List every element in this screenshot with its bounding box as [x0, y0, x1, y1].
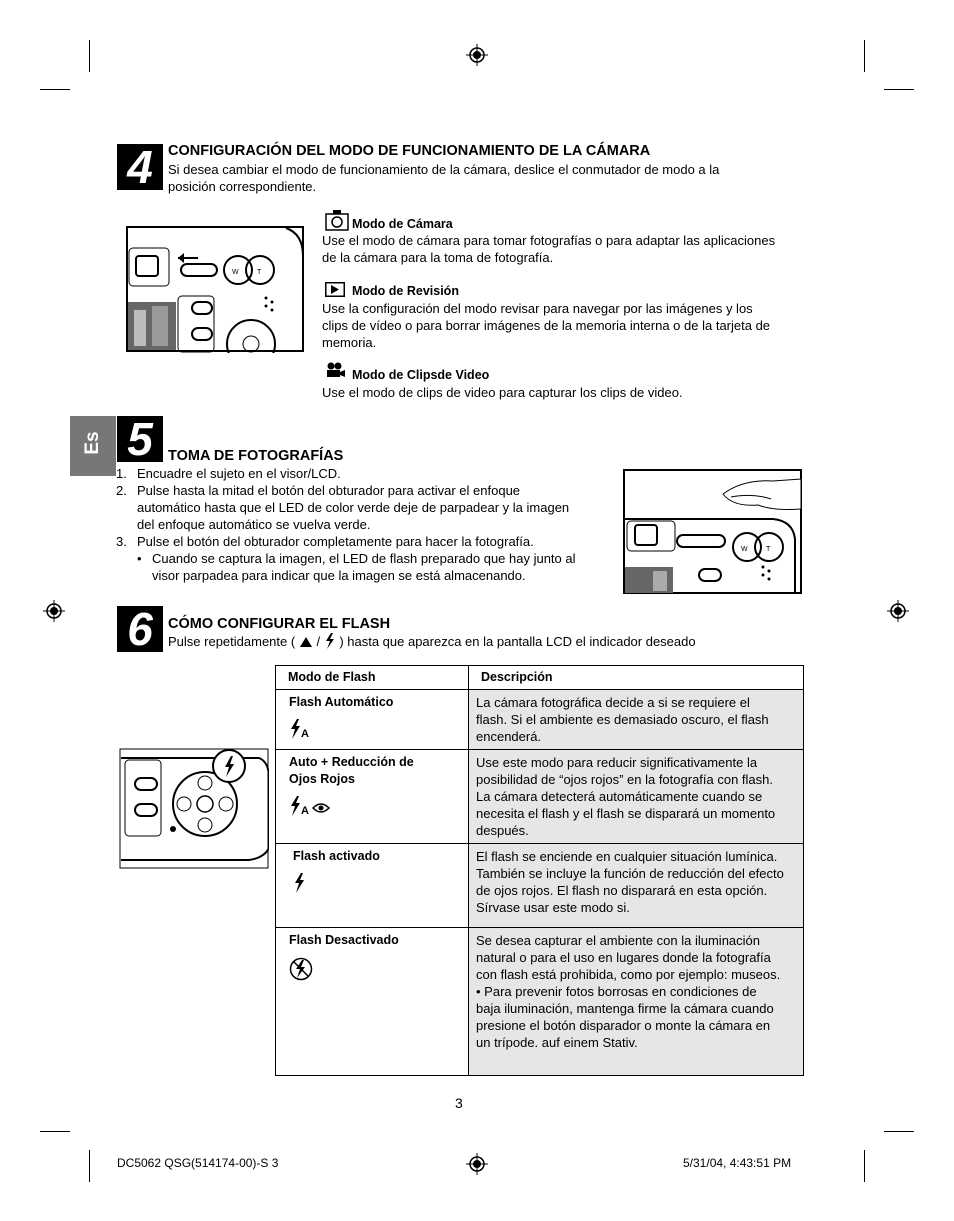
svg-text:T: T: [766, 546, 771, 553]
table-row: [276, 928, 804, 1076]
registration-mark-icon: [466, 1153, 488, 1175]
svg-text:A: A: [301, 728, 309, 739]
crop-mark: [864, 1150, 865, 1182]
section-5-title: TOMA DE FOTOGRAFÍAS: [168, 448, 344, 464]
table-row: [276, 750, 804, 844]
mode-camera-title: Modo de Cámara: [352, 217, 453, 231]
play-icon: [325, 282, 345, 297]
registration-mark-icon: [43, 600, 65, 622]
section-6-title: CÓMO CONFIGURAR EL FLASH: [168, 616, 391, 632]
flash-description-cell: El flash se enciende en cualquier situación lumínica. También se incluye la función de reducción del efecto de ojos rojos. El flash no disparará en esta opción. Sírvase usar este modo si.: [469, 844, 804, 928]
language-tab: Es: [70, 416, 116, 476]
page-number: 3: [455, 1095, 463, 1111]
flash-mode-cell: Auto + Reducción de Ojos Rojos A: [276, 750, 469, 844]
step-number-5: 5: [117, 416, 163, 462]
svg-text:W: W: [741, 546, 748, 553]
step-number-4: 4: [117, 144, 163, 190]
crop-mark: [40, 89, 70, 90]
flash-mode-cell: Flash activado: [276, 844, 469, 928]
flash-description-cell: La cámara fotográfica decide a si se requiere el flash. Si el ambiente es demasiado oscuro, el flash encenderá.: [469, 690, 804, 750]
mode-video-title: Modo de Clipsde Video: [352, 368, 490, 382]
crop-mark: [884, 89, 914, 90]
column-header-description: Descripción: [469, 666, 804, 690]
footer-left: DC5062 QSG(514174-00)-S 3: [117, 1156, 279, 1170]
flash-auto-icon: [289, 719, 313, 739]
mode-review-title: Modo de Revisión: [352, 284, 459, 298]
flash-off-icon: [289, 957, 313, 981]
video-camera-icon: [326, 362, 346, 378]
svg-text:A: A: [301, 805, 309, 816]
crop-mark: [864, 40, 865, 72]
section-6-intro: Pulse repetidamente ( / ) hasta que aparezca en la pantalla LCD el indicador deseado: [168, 634, 696, 649]
flash-auto-redeye-icon: [289, 796, 333, 816]
flash-mode-cell: Flash Desactivado: [276, 928, 469, 1076]
flash-button-illustration: [119, 748, 269, 869]
camera-icon: [325, 209, 349, 231]
footer-right: 5/31/04, 4:43:51 PM: [683, 1156, 792, 1170]
mode-video-description: Use el modo de clips de video para capturar los clips de video.: [322, 385, 683, 400]
table-header-row: [276, 666, 804, 690]
flash-description-cell: Use este modo para reducir significativamente la posibilidad de “ojos rojos” en la fotografía con flash. La cámara detecterá automáticamente cuando se necesita el flash y el flash se disparará un momento después.: [469, 750, 804, 844]
crop-mark: [40, 1131, 70, 1132]
svg-text:T: T: [257, 269, 262, 276]
crop-mark: [884, 1131, 914, 1132]
section-4-title: CONFIGURACIÓN DEL MODO DE FUNCIONAMIENTO DE LA CÁMARA: [168, 143, 651, 159]
flash-on-icon: [293, 873, 307, 893]
shutter-press-illustration: [623, 469, 802, 594]
svg-text:W: W: [232, 269, 239, 276]
column-header-mode: Modo de Flash: [276, 666, 469, 690]
mode-camera-description: Use el modo de cámara para tomar fotografías o para adaptar las aplicaciones de la cámara para la toma de fotografía.: [322, 233, 776, 265]
flash-description-cell: Se desea capturar el ambiente con la iluminación natural o para el uso en lugares donde la fotografía con flash está prohibida, como por ejemplo: museos. • Para prevenir fotos borrosas en condiciones de baja iluminación, mantenga firme la cámara cuando presione el botón disparador o monte la cámara en un trípode. auf einem Stativ.: [469, 928, 804, 1076]
camera-mode-switch-illustration: [126, 226, 306, 353]
crop-mark: [89, 40, 90, 72]
flash-modes-table: [275, 665, 804, 1076]
section-4-intro: Si desea cambiar el modo de funcionamiento de la cámara, deslice el conmutador de modo a la posición correspondiente.: [168, 162, 720, 194]
flash-icon: [324, 633, 336, 649]
crop-mark: [89, 1150, 90, 1182]
registration-mark-icon: [887, 600, 909, 622]
section-5-steps: 1. Encuadre el sujeto en el visor/LCD. 2. Pulse hasta la mitad el botón del obturador para activar el enfoque automático hasta que el LED de color verde deje de parpadear y la imagen del enfoque automático se vuelva verde. 3. Pulse el botón del obturador completamente para hacer la fotografía. • Cuando se captura la imagen, el LED de flash preparado que hay junto al visor parpadea para indicar que la imagen se está almacenando.: [116, 466, 576, 583]
flash-mode-cell: Flash Automático A: [276, 690, 469, 750]
registration-mark-icon: [466, 44, 488, 66]
step-number-6: 6: [117, 606, 163, 652]
mode-review-description: Use la configuración del modo revisar para navegar por las imágenes y los clips de vídeo o para borrar imágenes de la memoria interna o de la tarjeta de memoria.: [322, 301, 771, 350]
table-row: [276, 690, 804, 750]
table-row: [276, 844, 804, 928]
up-arrow-icon: [299, 636, 313, 648]
